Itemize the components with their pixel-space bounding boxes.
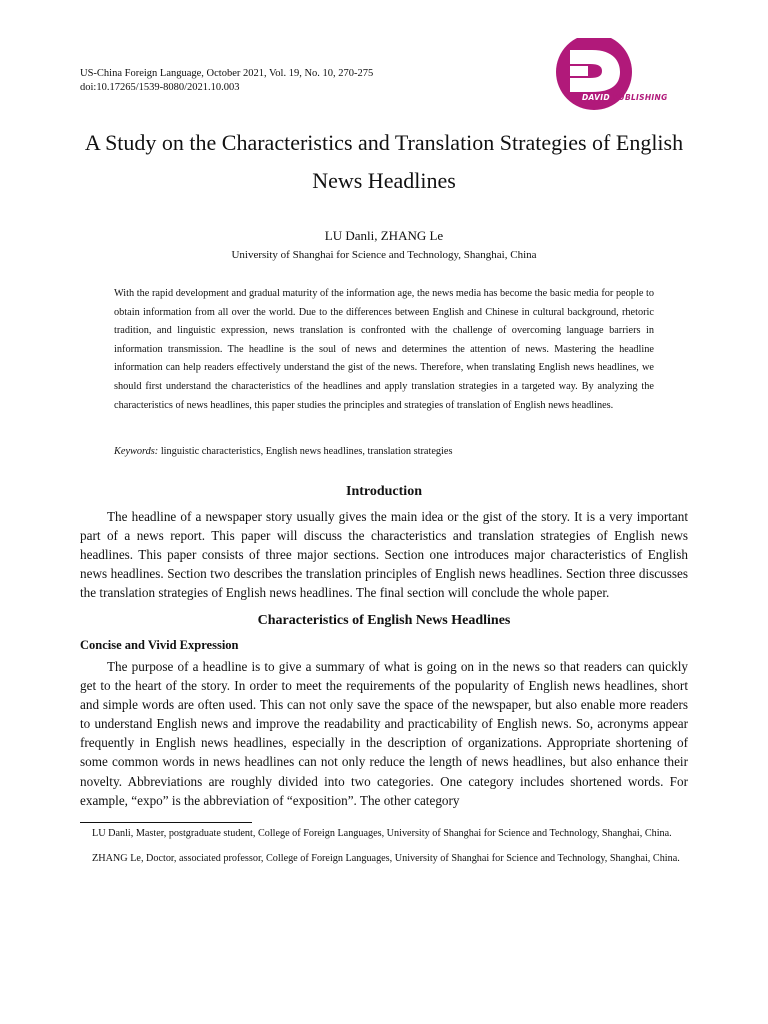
author-list: LU Danli, ZHANG Le (324, 228, 444, 243)
journal-header (80, 67, 373, 95)
keywords-text: linguistic characteristics, English news headlines, translation strategies (160, 446, 453, 457)
logo-word-publishing: PUBLISHING (612, 93, 668, 102)
journal-citation: US-China Foreign Language, October 2021, Vol. 19, No. 10, 270-275 (80, 68, 374, 79)
introduction-heading: Introduction (346, 484, 422, 499)
paper-title: A Study on the Characteristics and Translation Strategies of English News Headlines (84, 130, 684, 193)
footnote-author-1: LU Danli, Master, postgraduate student, College of Foreign Languages, University of Shanghai for Science and Technology, Shanghai, China. (92, 828, 672, 839)
footnote-divider (80, 822, 252, 823)
footnote-author-2: ZHANG Le, Doctor, associated professor, College of Foreign Languages, University of Shanghai for Science and Technology, Shanghai, China. (92, 853, 680, 864)
characteristics-paragraph: The purpose of a headline is to give a summary of what is going on in the news so that readers can quickly get to the heart of the story. In order to meet the requirements of the popularity of English news headlines, short and simple words are often used. This can not only save the space of the newspaper, but also enable more readers to understand English news and improve the readability and practicability of English news. So, acronyms appear frequently in English news headlines, especially in the description of organizations. Appropriate shortening of some common words in news headlines can not only reduce the length of news headlines, but also enhance their novelty. Abbreviations are roughly divided into two categories. One category includes shortened words. For example, “expo” is the abbreviation of “exposition”. The other category (80, 659, 688, 808)
doi-line: doi:10.17265/1539-8080/2021.10.003 (80, 82, 240, 93)
author-affiliation: University of Shanghai for Science and Technology, Shanghai, China (231, 249, 537, 261)
keywords (114, 446, 654, 457)
introduction-paragraph: The headline of a newspaper story usually gives the main idea or the gist of the story. It is a very important part of a news report. This paper will discuss the characteristics and translation strategies of English news headlines. This paper consists of three major sections. Section one introduces major characteristics of English news headlines. Section two describes the translation principles of English news headlines. Section three discusses the translation strategies of English news headlines. The final section will conclude the whole paper. (80, 509, 688, 601)
keywords-label: Keywords: (114, 446, 159, 457)
characteristics-heading: Characteristics of English News Headlines (257, 613, 511, 628)
publisher-logo (556, 38, 696, 110)
logo-wordmark (582, 93, 668, 102)
concise-vivid-subheading: Concise and Vivid Expression (80, 638, 239, 652)
logo-word-david: DAVID (582, 93, 610, 102)
abstract: With the rapid development and gradual maturity of the information age, the news media has become the basic media for people to obtain information from all over the world. Due to the differences between English and Chinese in cultural background, rhetoric tradition, and linguistic expression, news translation is confronted with the challenge of overcoming language barriers in information transmission. The headline is the soul of news and determines the attention of news. Mastering the headline information can help readers effectively understand the gist of the news. Therefore, when translating English news headlines, we should first understand the characteristics of the headlines and apply translation strategies in a targeted way. By analyzing the characteristics of news headlines, this paper studies the principles and strategies of translation of English news headlines. (114, 288, 654, 411)
